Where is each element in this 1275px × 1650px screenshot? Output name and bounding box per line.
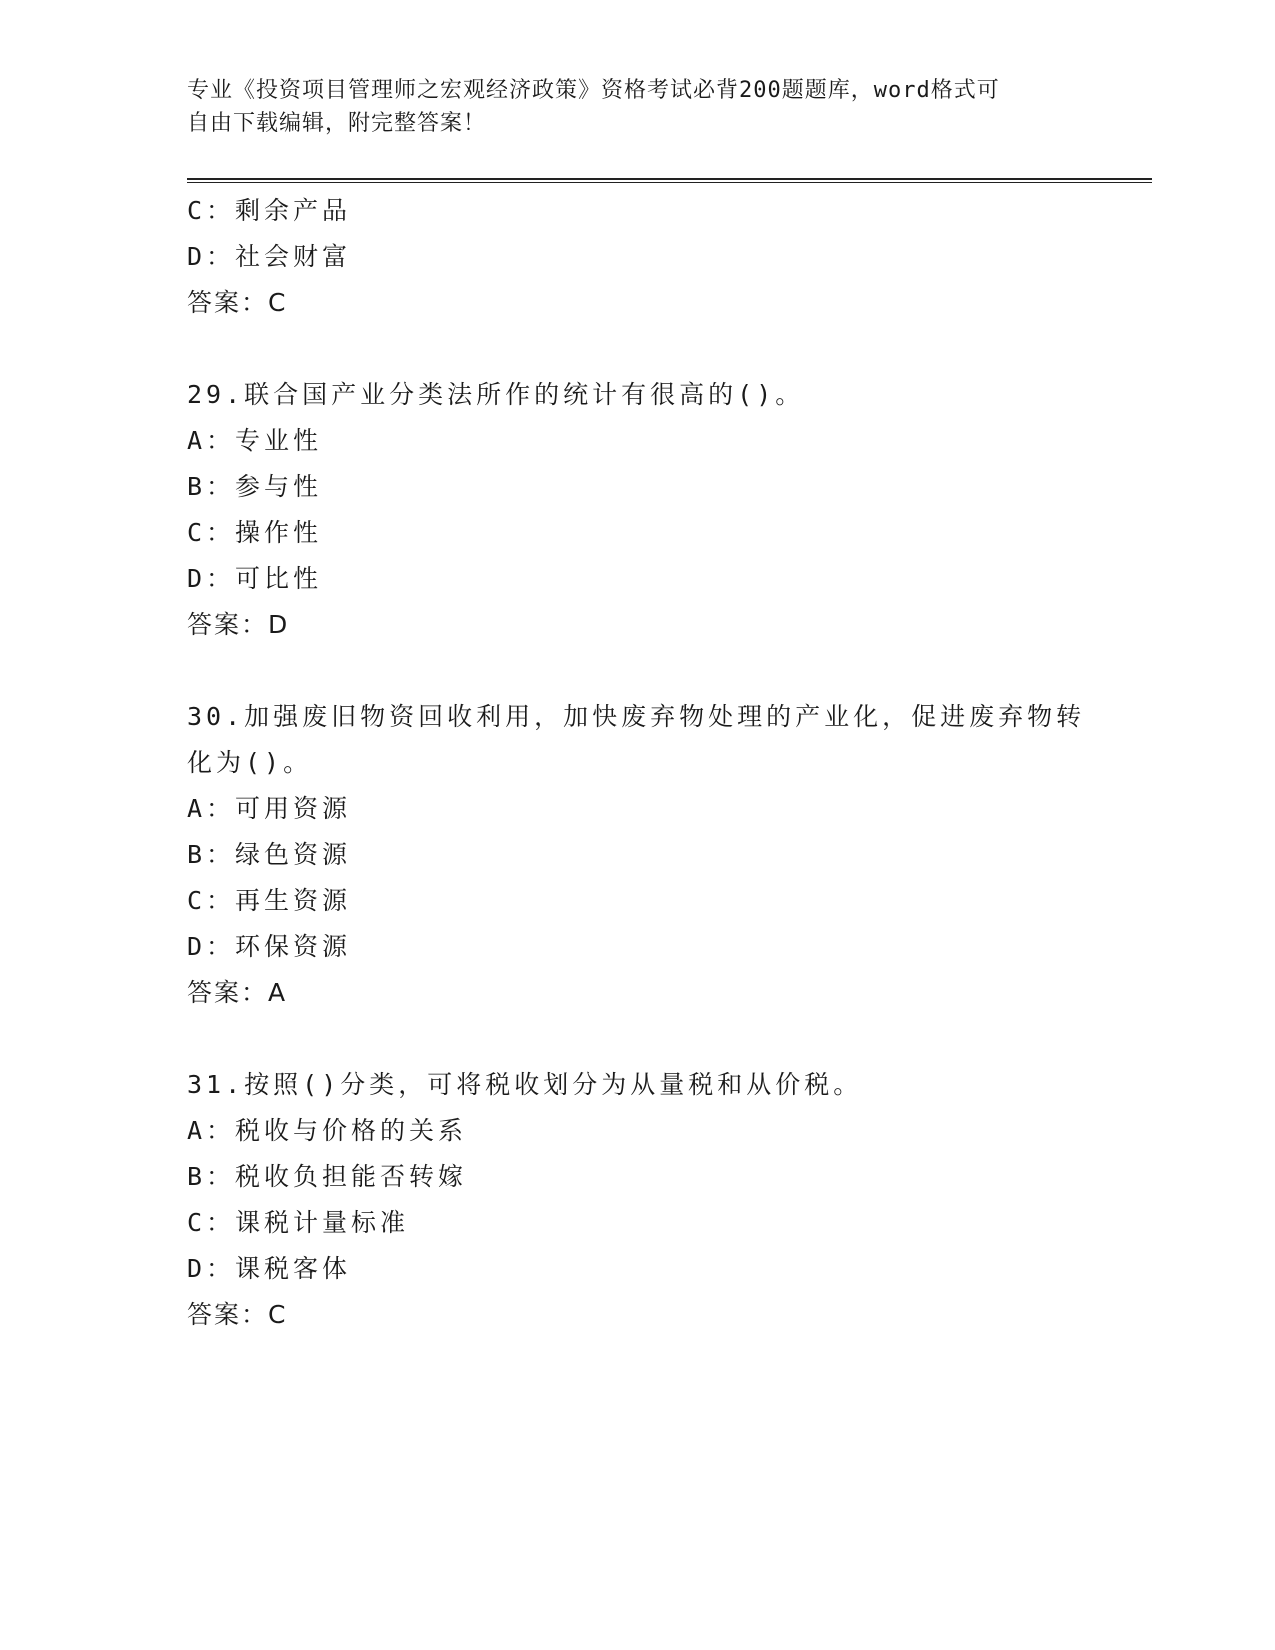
- option-c: C：操作性: [187, 518, 323, 547]
- question-stem: 30.加强废旧物资回收利用，加快废弃物处理的产业化，促进废弃物转: [187, 702, 1086, 731]
- option-c: C：课税计量标准: [187, 1208, 410, 1237]
- option-d: D：课税客体: [187, 1254, 352, 1283]
- option-a: A：专业性: [187, 426, 323, 455]
- question-list: [187, 188, 1152, 1338]
- option-b: B：绿色资源: [187, 840, 352, 869]
- option-b: B：参与性: [187, 472, 323, 501]
- partial-question: [187, 188, 1152, 326]
- answer-line: 答案：A: [187, 978, 288, 1007]
- question-29: [187, 372, 1152, 648]
- document-header: [187, 74, 1057, 140]
- answer-line: 答案：D: [187, 610, 290, 639]
- question-31: [187, 1062, 1152, 1338]
- document-page: [187, 0, 1152, 1650]
- question-stem-continued: 化为()。: [187, 748, 313, 777]
- answer-line: 答案：C: [187, 288, 288, 317]
- question-30: [187, 694, 1152, 1016]
- header-line-2: 自由下载编辑，附完整答案！: [187, 111, 487, 136]
- option-d: D：环保资源: [187, 932, 352, 961]
- question-stem: 29.联合国产业分类法所作的统计有很高的()。: [187, 380, 805, 409]
- header-line-1: 专业《投资项目管理师之宏观经济政策》资格考试必背200题题库，word格式可: [187, 78, 1000, 103]
- option-d: D：可比性: [187, 564, 323, 593]
- header-divider: [187, 178, 1152, 183]
- spacer: [187, 326, 1152, 372]
- option-a: A：可用资源: [187, 794, 352, 823]
- spacer: [187, 1016, 1152, 1062]
- option-d: D：社会财富: [187, 242, 352, 271]
- option-c: C：再生资源: [187, 886, 352, 915]
- spacer: [187, 648, 1152, 694]
- option-c: C：剩余产品: [187, 196, 352, 225]
- question-stem: 31.按照()分类，可将税收划分为从量税和从价税。: [187, 1070, 863, 1099]
- option-b: B：税收负担能否转嫁: [187, 1162, 468, 1191]
- option-a: A：税收与价格的关系: [187, 1116, 468, 1145]
- answer-line: 答案：C: [187, 1300, 288, 1329]
